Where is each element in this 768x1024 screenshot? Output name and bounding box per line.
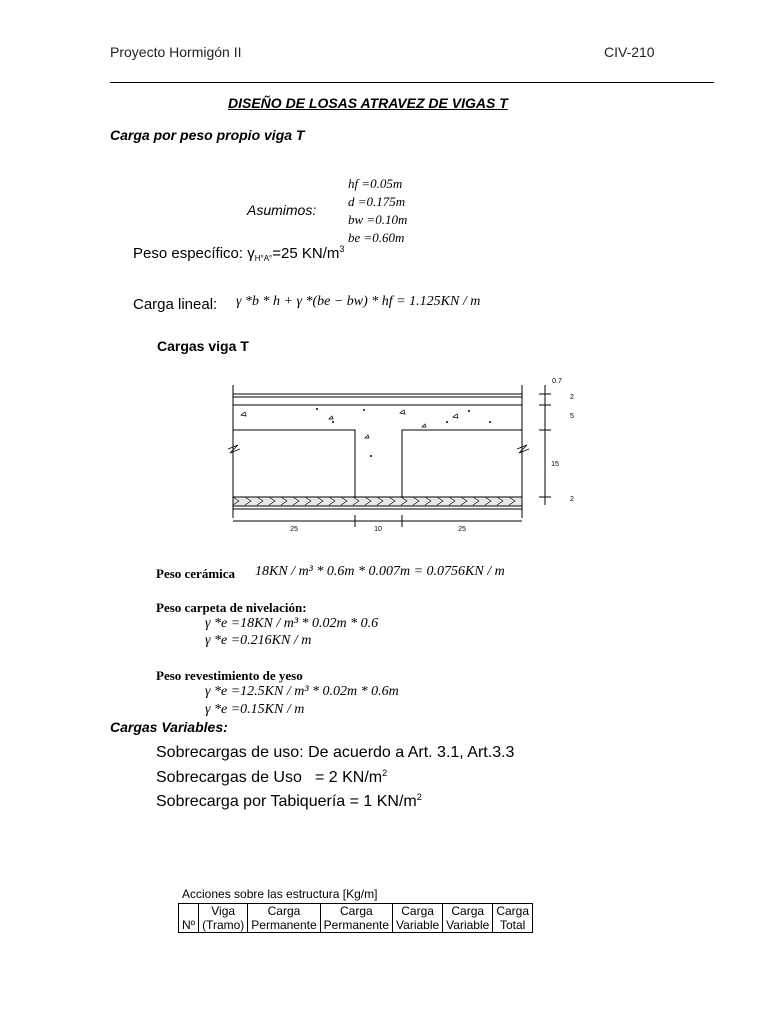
carga-lineal-formula: γ *b * h + γ *(be − bw) * hf = 1.125KN / m bbox=[236, 294, 481, 309]
dim-slab: 5 bbox=[570, 413, 574, 420]
col-carga-variable-2-header: Carga Variable bbox=[443, 904, 493, 933]
header-rule bbox=[110, 82, 714, 83]
peso-carpeta-label: Peso carpeta de nivelación: bbox=[156, 600, 307, 615]
peso-especifico: Peso específico: $\gamma_{H^\circ A^\circ}=25$ $KN/m^3$ bbox=[133, 244, 345, 263]
assumed-hf: hf =0.05m bbox=[348, 176, 403, 191]
t-beam-section-figure bbox=[225, 373, 585, 533]
assumed-bw: bw =0.10m bbox=[348, 212, 408, 227]
col-carga-permanente-2-header: Carga Permanente bbox=[320, 904, 392, 933]
dim-yeso: 2 bbox=[570, 496, 574, 503]
carga-lineal-label: Carga lineal: bbox=[133, 296, 218, 313]
dim-flange-left: 25 bbox=[290, 526, 298, 533]
peso-ceramica-formula: 18KN / m³ * 0.6m * 0.007m = 0.0756KN / m bbox=[255, 564, 505, 579]
peso-yeso-line1: γ *e =12.5KN / m³ * 0.02m * 0.6m bbox=[205, 684, 399, 699]
peso-yeso-label: Peso revestimiento de yeso bbox=[156, 668, 303, 683]
col-carga-permanente-1-header: Carga Permanente bbox=[248, 904, 320, 933]
dim-web-height: 15 bbox=[551, 461, 559, 468]
peso-yeso-line2: γ *e =0.15KN / m bbox=[205, 702, 305, 717]
sobrecargas-uso-label: Sobrecargas de Uso bbox=[156, 769, 302, 786]
dim-flange-right: 25 bbox=[458, 526, 466, 533]
header-course: CIV-210 bbox=[604, 44, 655, 60]
sobrecargas-uso-value: = 2 $KN/m^2$ bbox=[315, 768, 388, 786]
assumed-d: d =0.175m bbox=[348, 194, 406, 209]
cargas-variables-heading: Cargas Variables: bbox=[110, 719, 228, 735]
peso-ceramica-label: Peso cerámica bbox=[156, 566, 236, 581]
dim-carpeta: 2 bbox=[570, 394, 574, 401]
sobrecargas-uso-ref: Sobrecargas de uso: De acuerdo a Art. 3.1, Art.3.3 bbox=[156, 744, 515, 761]
assumed-be: be =0.60m bbox=[348, 230, 405, 245]
table-caption: Acciones sobre las estructura [Kg/m] bbox=[182, 887, 378, 901]
page-title: DISEÑO DE LOSAS ATRAVEZ DE VIGAS T bbox=[228, 95, 508, 111]
actions-table bbox=[178, 903, 533, 933]
sobrecarga-tabiqueria: Sobrecarga por Tabiquería = 1 $KN/m^2$ bbox=[156, 792, 422, 810]
header-project: Proyecto Hormigón II bbox=[110, 44, 242, 60]
col-carga-variable-1-header: Carga Variable bbox=[393, 904, 443, 933]
dim-ceramic: 0.7 bbox=[552, 378, 562, 385]
dim-web: 10 bbox=[374, 526, 382, 533]
peso-carpeta-line1: γ *e =18KN / m³ * 0.02m * 0.6 bbox=[205, 616, 379, 631]
col-viga-header: Viga (Tramo) bbox=[199, 904, 248, 933]
asumimos-label: Asumimos: bbox=[247, 202, 317, 218]
peso-carpeta-line2: γ *e =0.216KN / m bbox=[205, 633, 312, 648]
table-header-row bbox=[179, 904, 533, 933]
col-no-header: Nº bbox=[179, 904, 199, 933]
cargas-viga-t-heading: Cargas viga T bbox=[157, 338, 249, 354]
section-heading-peso-propio: Carga por peso propio viga T bbox=[110, 127, 305, 143]
col-carga-total-header: Carga Total bbox=[493, 904, 533, 933]
